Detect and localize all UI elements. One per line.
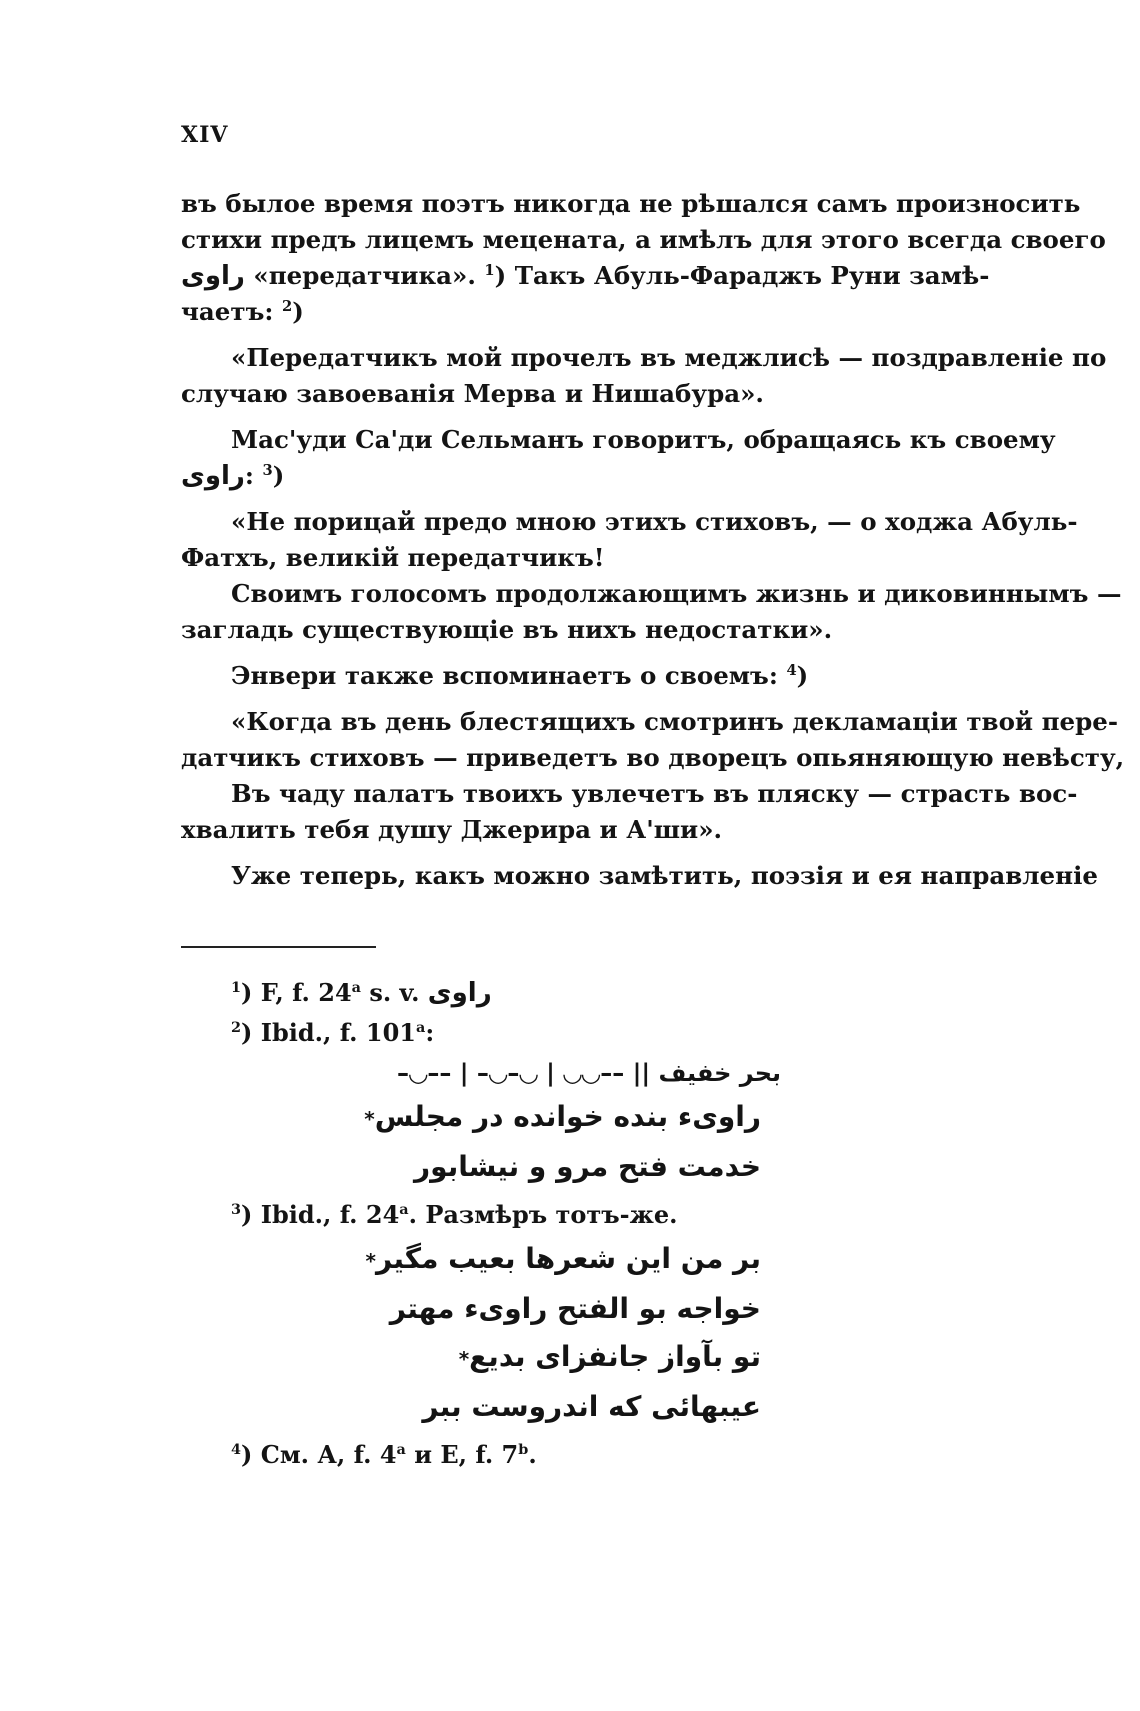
footnote-sup: a (351, 979, 361, 996)
footnote-sup: a (415, 1019, 426, 1036)
footnote-sup: a (396, 1441, 406, 1458)
verse-star: * (458, 1347, 470, 1371)
footnote-text: . (528, 1440, 537, 1469)
footnote-divider (181, 946, 376, 948)
text-fragment: «передатчика». (244, 261, 485, 290)
text-line: «Передатчикъ мой прочелъ въ меджлисѣ — поздравленіе по (231, 343, 1107, 372)
verse-text: تو بآواز جانفزاى بديع (469, 1340, 761, 1373)
persian-word: راوى (181, 261, 245, 291)
verse-line (381, 1333, 761, 1383)
footnote-ref: 3 (262, 461, 273, 479)
verse-line: خواجه بو الفتح راوىء مهتر (389, 1292, 761, 1325)
meter-label: بحر خفيف (658, 1059, 781, 1087)
footnotes (231, 973, 971, 1475)
footnote-2 (231, 1013, 971, 1053)
text-line: датчикъ стиховъ — приведетъ во дворецъ опьяняющую невѣсту, (181, 743, 1125, 772)
verse-block-2 (364, 1093, 761, 1191)
verse-star: * (365, 1249, 376, 1273)
text-line (181, 658, 976, 694)
body-text (181, 186, 1125, 894)
text-line: «Не порицай предо мною этихъ стиховъ, — о ходжа Абуль- (231, 507, 1078, 536)
footnote-sup: a (399, 1201, 409, 1218)
footnote-text: ) Ibid., f. 101 (241, 1018, 416, 1047)
verse-line: عيبهائى كه اندروست ببر (422, 1390, 761, 1423)
text-line: Въ чаду палатъ твоихъ увлечетъ въ пляску — страсть вос- (231, 779, 1078, 808)
footnote-text: . Размѣръ тотъ-же. (408, 1200, 678, 1229)
footnote-sup: b (518, 1441, 529, 1458)
meter-line (351, 1053, 781, 1093)
meter-scheme: –◡–– | –◡–◡ | ◡◡–– || (396, 1059, 651, 1087)
footnote-text: ) F, f. 24 (241, 978, 352, 1007)
footnote-ref: 4 (786, 661, 797, 679)
text-line: загладь существующіе въ нихъ недостатки». (181, 615, 833, 644)
text-line: Уже теперь, какъ можно замѣтить, поэзія и ея направленіе (231, 861, 1098, 890)
text-line: Мас'уди Са'ди Сельманъ говоритъ, обращаясь къ своему (231, 425, 1056, 454)
text-line: Своимъ голосомъ продолжающимъ жизнь и диковиннымъ — (231, 579, 1122, 608)
text-line: въ былое время поэтъ никогда не рѣшался самъ произносить (181, 189, 1081, 218)
footnote-text: и E, f. 7 (405, 1440, 519, 1469)
text-line: Фатхъ, великій передатчикъ! (181, 543, 605, 572)
text-line (181, 258, 990, 294)
footnote-mark: 2 (231, 1019, 242, 1036)
text-line: «Когда въ день блестящихъ смотринъ декламаціи твой пере- (231, 707, 1119, 736)
footnote-3 (231, 1195, 971, 1235)
verse-text: بر من اين شعرها بعيب مگير (375, 1242, 761, 1275)
text-line (181, 294, 976, 330)
text-fragment: ) (272, 461, 285, 490)
verse-text: راوىء بنده خوانده در مجلس (374, 1100, 761, 1133)
verse-line (364, 1093, 761, 1143)
text-fragment: ) (796, 661, 809, 690)
page-number: XIV (181, 122, 229, 148)
text-line (181, 458, 976, 494)
verse-block-3 (365, 1235, 761, 1431)
footnote-text: s. v. (360, 978, 428, 1007)
footnote-text: : (425, 1018, 435, 1047)
footnote-ref: 2 (281, 297, 293, 315)
footnote-text: ) Ibid., f. 24 (241, 1200, 400, 1229)
verse-line (365, 1235, 761, 1285)
text-fragment: : (244, 461, 263, 490)
persian-word: راوى (181, 461, 245, 491)
footnote-mark: 4 (231, 1441, 242, 1458)
footnote-4 (231, 1435, 971, 1475)
text-fragment: ) (292, 297, 304, 326)
text-line: случаю завоеванія Мерва и Нишабура». (181, 379, 764, 408)
footnote-mark: 1 (231, 979, 242, 996)
footnote-1 (231, 973, 971, 1013)
footnote-mark: 3 (231, 1201, 242, 1218)
verse-line: خدمت فتح مرو و نيشابور (414, 1150, 761, 1183)
text-line: хвалить тебя душу Джерира и А'ши». (181, 815, 723, 844)
footnote-text: ) См. А, f. 4 (241, 1440, 397, 1469)
text-fragment: чаетъ: (181, 297, 282, 326)
text-fragment: Энвери также вспоминаетъ о своемъ: (231, 661, 787, 690)
text-fragment: ) Такъ Абуль-Фараджъ Руни замѣ- (494, 261, 990, 290)
text-line: стихи предъ лицемъ мецената, а имѣлъ для этого всегда своего (181, 225, 1106, 254)
verse-star: * (364, 1107, 375, 1131)
persian-word: راوى (427, 978, 492, 1008)
footnote-ref: 1 (484, 261, 495, 279)
